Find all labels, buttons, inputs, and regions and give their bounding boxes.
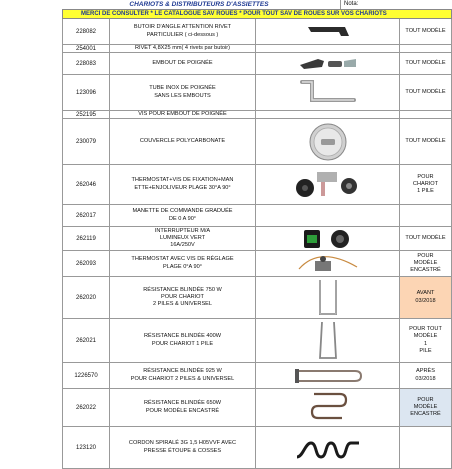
compatibility-note-text: TOUT MODÈLE	[405, 137, 446, 144]
switch-knob-icon	[300, 227, 356, 251]
part-code: 1226570	[62, 363, 110, 388]
part-description-text: RÉSISTANCE BLINDÉE 750 W POUR CHARIOT 2 PILES & UNIVERSEL	[143, 286, 222, 308]
compatibility-note	[400, 119, 452, 164]
table-row	[62, 251, 452, 277]
compatibility-note	[400, 363, 452, 388]
part-code: 123096	[62, 75, 110, 110]
heating-element-925-icon	[293, 367, 363, 385]
compatibility-note	[400, 227, 452, 250]
table-row	[62, 205, 452, 227]
part-image	[256, 75, 400, 110]
part-image	[256, 165, 400, 204]
part-image	[256, 45, 400, 52]
heating-element-400-icon	[316, 320, 340, 362]
compatibility-note	[400, 75, 452, 110]
part-description	[110, 227, 256, 250]
part-description-text: RIVET 4,8X25 mm( 4 rivets par butoir)	[134, 44, 231, 51]
polycarbonate-cover-icon	[308, 122, 348, 162]
part-description	[110, 389, 256, 426]
part-description-text: THERMOSTAT+VIS DE FIXATION+MAN ETTE+ENJOLIVEUR PLAGE 30°A 90°	[131, 177, 234, 191]
part-image	[256, 389, 400, 426]
part-description-text: COUVERCLE POLYCARBONATE	[139, 137, 226, 144]
part-image	[256, 227, 400, 250]
table-row	[62, 19, 452, 45]
part-code: 228083	[62, 53, 110, 74]
table-row	[62, 119, 452, 165]
part-image	[256, 277, 400, 318]
part-description	[110, 277, 256, 318]
part-image	[256, 427, 400, 468]
compatibility-note	[400, 251, 452, 276]
compatibility-note-text: POUR TOUT MODÈLE 1 PILE	[409, 325, 442, 354]
part-code: 262046	[62, 165, 110, 204]
compatibility-note-text: POUR MODÈLE ENCASTRÉ	[410, 396, 441, 418]
part-code: 254001	[62, 45, 110, 52]
part-description	[110, 165, 256, 204]
compatibility-note-text: TOUT MODÈLE	[405, 27, 446, 34]
part-code: 123120	[62, 427, 110, 468]
table-row	[62, 45, 452, 53]
compatibility-note-text: TOUT MODÈLE	[405, 234, 446, 241]
table-row	[62, 165, 452, 205]
table-row	[62, 227, 452, 251]
compatibility-note	[400, 45, 452, 52]
part-code: 262020	[62, 277, 110, 318]
compatibility-note-text: APRÈS 03/2018	[415, 368, 436, 382]
capillary-thermostat-icon	[293, 251, 363, 277]
part-code: 230079	[62, 119, 110, 164]
corner-bumper-icon	[305, 24, 351, 40]
compatibility-note	[400, 427, 452, 468]
part-description-text: THERMOSTAT AVEC VIS DE RÉGLAGE PLAGE 0°A 90°	[131, 256, 234, 270]
part-description-text: INTERRUPTEUR M/A LUMINEUX VERT 16A/250V	[154, 227, 211, 249]
part-description	[110, 319, 256, 362]
compatibility-note	[400, 19, 452, 44]
part-image	[256, 19, 400, 44]
part-code: 262021	[62, 319, 110, 362]
compatibility-note-text: POUR MODÈLE ENCASTRÉ	[410, 252, 441, 274]
part-description	[110, 45, 256, 52]
table-row	[62, 389, 452, 427]
table-row	[62, 75, 452, 111]
part-description	[110, 251, 256, 276]
part-image	[256, 111, 400, 118]
part-image	[256, 205, 400, 226]
part-description	[110, 363, 256, 388]
part-code: 262017	[62, 205, 110, 226]
part-image	[256, 53, 400, 74]
thermostat-kit-icon	[293, 168, 363, 202]
part-image	[256, 119, 400, 164]
part-description	[110, 75, 256, 110]
part-description	[110, 111, 256, 118]
table-row	[62, 319, 452, 363]
part-description	[110, 427, 256, 468]
table-row	[62, 111, 452, 119]
handle-end-cap-icon	[298, 55, 358, 73]
part-description-text: MANETTE DE COMMANDE GRADUÉE DE 0 A 90°	[132, 208, 233, 222]
compatibility-note-text: TOUT MODÈLE	[405, 59, 446, 66]
part-code: 262119	[62, 227, 110, 250]
coiled-cord-icon	[293, 433, 363, 463]
part-description-text: RÉSISTANCE BLINDÉE 650W POUR MODÈLE ENCASTRÉ	[144, 400, 221, 414]
compatibility-note	[400, 389, 452, 426]
part-description-text: RÉSISTANCE BLINDÉE 400W POUR CHARIOT 1 PILE	[144, 333, 221, 347]
part-description-text: VIS POUR EMBOUT DE POIGNÉE	[138, 110, 227, 117]
table-row	[62, 53, 452, 75]
table-row	[62, 427, 452, 469]
part-description	[110, 205, 256, 226]
compatibility-note	[400, 53, 452, 74]
page-title: CHARIOTS & DISTRIBUTEURS D'ASSIETTES	[129, 1, 269, 8]
part-description	[110, 53, 256, 74]
part-code: 262022	[62, 389, 110, 426]
part-code: 252195	[62, 111, 110, 118]
part-description	[110, 119, 256, 164]
part-image	[256, 251, 400, 276]
part-description-text: RÉSISTANCE BLINDÉE 925 W POUR CHARIOT 2 PILES & UNIVERSEL	[130, 368, 235, 382]
compatibility-note	[400, 165, 452, 204]
compatibility-note-text: AVANT 03/2018	[415, 290, 436, 304]
part-description	[110, 19, 256, 44]
table-row	[62, 277, 452, 319]
heating-element-750-icon	[316, 278, 340, 318]
table-row	[62, 363, 452, 389]
compatibility-note	[400, 319, 452, 362]
heating-element-650-icon	[308, 390, 348, 426]
part-code: 262093	[62, 251, 110, 276]
consult-banner: MERCI DE CONSULTER * LE CATALOGUE SAV ROUES * POUR TOUT SAV DE ROUES SUR VOS CHARIOTS	[62, 9, 452, 19]
compatibility-note-text: TOUT MODÈLE	[405, 88, 446, 95]
compatibility-note	[400, 111, 452, 118]
part-description-text: TUBE INOX DE POIGNÉE SANS LES EMBOUTS	[149, 85, 216, 99]
stainless-handle-tube-icon	[298, 78, 358, 108]
part-description-text: BUTOIR D'ANGLE ATTENTION RIVET PARTICULIER ( ci-dessous )	[133, 24, 232, 38]
compatibility-note	[400, 277, 452, 318]
compatibility-note-text: POUR CHARIOT 1 PILE	[412, 173, 439, 195]
part-description-text: EMBOUT DE POIGNÉE	[152, 59, 213, 66]
compatibility-note	[400, 205, 452, 226]
part-image	[256, 363, 400, 388]
part-description-text: CORDON SPIRALÉ 3G 1,5 H05VVF AVEC PRESSE ÉTOUPE & COSSES	[128, 440, 237, 454]
part-image	[256, 319, 400, 362]
nota-label: Nota:	[340, 0, 452, 9]
part-code: 228082	[62, 19, 110, 44]
